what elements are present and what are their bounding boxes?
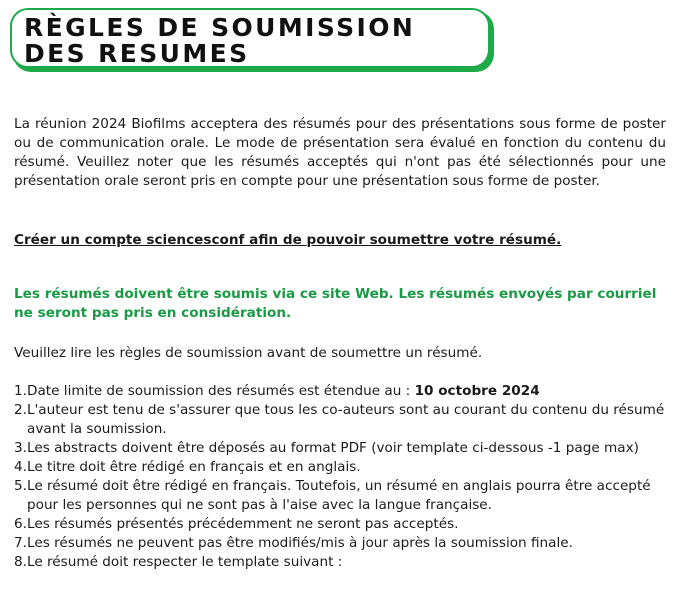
rule-number: 3. [14,440,27,456]
rule-item [14,401,666,439]
rule-text: L'auteur est tenu de s'assurer que tous les co-auteurs sont au courant du contenu du résumé avant la soumission. [27,402,665,437]
rule-text: Le résumé doit respecter le template suivant : [27,554,343,570]
page-title-banner [10,8,494,72]
deadline-date: 10 octobre 2024 [414,383,540,399]
rule-text: Les résumés ne peuvent pas être modifiés/mis à jour après la soumission finale. [27,535,573,551]
rule-text: Le résumé doit être rédigé en français. Toutefois, un résumé en anglais pourra être accepté pour les personnes qui ne sont pas à l'aise avec la langue française. [27,478,651,513]
intro-paragraph: La réunion 2024 Biofilms acceptera des résumés pour des présentations sous forme de poster ou de communication orale. Le mode de présentation sera évalué en fonction du contenu du résumé. Veuillez noter que les résumés acceptés qui n'ont pas été sélectionnés pour une présentation orale seront pris en compte pour une présentation sous forme de poster. [14,116,666,189]
rule-number: 8. [14,554,27,570]
rule-item [14,439,666,458]
rule-text: Le titre doit être rédigé en français et en anglais. [27,459,361,475]
submission-warning: Les résumés doivent être soumis via ce site Web. Les résumés envoyés par courriel ne seront pas pris en considération. [14,286,657,321]
rule-text: Date limite de soumission des résumés est étendue au : [27,383,415,399]
rule-item [14,553,666,572]
rule-item [14,515,666,534]
rule-text: Les résumés présentés précédemment ne seront pas acceptés. [27,516,459,532]
rules-list [14,382,666,572]
create-account-link[interactable]: Créer un compte sciencesconf afin de pouvoir soumettre votre résumé. [14,232,562,248]
rule-number: 1. [14,383,27,399]
rule-number: 2. [14,402,27,418]
rule-item [14,534,666,553]
rule-text: Les abstracts doivent être déposés au format PDF (voir template ci-dessous -1 page max) [27,440,639,456]
read-rules-note: Veuillez lire les règles de soumission avant de soumettre un résumé. [14,345,483,361]
rule-number: 5. [14,478,27,494]
rule-item [14,477,666,515]
title-banner-box [10,8,490,68]
rule-number: 7. [14,535,27,551]
rule-item [14,458,666,477]
rule-item [14,382,666,401]
rule-number: 4. [14,459,27,475]
page-title-line-2: DES RESUMES [24,39,250,68]
rule-number: 6. [14,516,27,532]
main-content [14,115,666,572]
page-title-line-1: RÈGLES DE SOUMISSION [24,13,416,42]
